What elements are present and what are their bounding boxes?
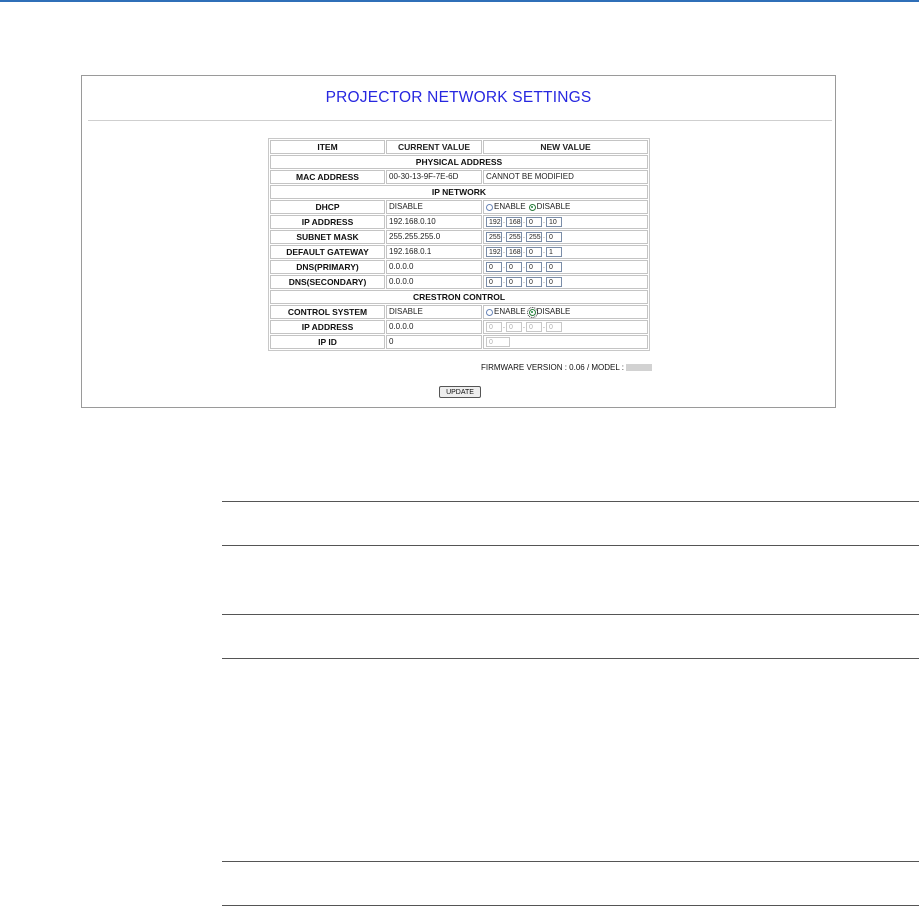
dns-secondary-octet-3[interactable]: 0: [526, 277, 542, 287]
divider-line-4: [222, 658, 919, 659]
section-crestron-control: CRESTRON CONTROL: [270, 290, 648, 304]
dhcp-label: DHCP: [270, 200, 385, 214]
model-name-redacted: [626, 364, 652, 371]
default-gateway-label: DEFAULT GATEWAY: [270, 245, 385, 259]
ip-address-label: IP ADDRESS: [270, 215, 385, 229]
row-dns-primary: [270, 260, 648, 274]
dns-primary-octet-1[interactable]: 0: [486, 262, 502, 272]
page-title: PROJECTOR NETWORK SETTINGS: [325, 89, 592, 106]
row-dns-secondary: [270, 275, 648, 289]
dns-primary-new: 0 . 0 . 0 . 0: [483, 260, 648, 274]
section-physical-address: PHYSICAL ADDRESS: [270, 155, 648, 169]
ip-address-current: 192.168.0.10: [386, 215, 482, 229]
row-default-gateway: [270, 245, 648, 259]
crestron-ip-octet-1[interactable]: 0: [486, 322, 502, 332]
control-system-disable-radio[interactable]: [529, 309, 536, 316]
crestron-ip-address-new: 0 . 0 . 0 . 0: [483, 320, 648, 334]
dns-secondary-octet-4[interactable]: 0: [546, 277, 562, 287]
mac-address-current: 00-30-13-9F-7E-6D: [386, 170, 482, 184]
ip-id-input[interactable]: 0: [486, 337, 510, 347]
section-ip-network: IP NETWORK: [270, 185, 648, 199]
header-new-value: NEW VALUE: [483, 140, 648, 154]
crestron-ip-octet-4[interactable]: 0: [546, 322, 562, 332]
dhcp-disable-radio[interactable]: [529, 204, 536, 211]
divider-line-3: [222, 614, 919, 615]
row-control-system: [270, 305, 648, 319]
row-crestron-ip-address: [270, 320, 648, 334]
row-ip-address: [270, 215, 648, 229]
control-system-enable-label: ENABLE: [494, 307, 526, 317]
ip-address-new: 192 . 168 . 0 . 10: [483, 215, 648, 229]
gateway-octet-1[interactable]: 192: [486, 247, 502, 257]
gateway-octet-2[interactable]: 168: [506, 247, 522, 257]
subnet-mask-octet-4[interactable]: 0: [546, 232, 562, 242]
dns-secondary-current: 0.0.0.0: [386, 275, 482, 289]
subnet-mask-new: 255 . 255 . 255 . 0: [483, 230, 648, 244]
network-settings-panel: [81, 75, 836, 408]
title-divider: [88, 120, 832, 121]
row-ip-id: [270, 335, 648, 349]
subnet-mask-current: 255.255.255.0: [386, 230, 482, 244]
firmware-version: [268, 363, 652, 372]
subnet-mask-octet-2[interactable]: 255: [506, 232, 522, 242]
divider-line-5: [222, 861, 919, 862]
ip-address-octet-2[interactable]: 168: [506, 217, 522, 227]
dns-primary-octet-4[interactable]: 0: [546, 262, 562, 272]
subnet-mask-label: SUBNET MASK: [270, 230, 385, 244]
crestron-ip-octet-2[interactable]: 0: [506, 322, 522, 332]
row-mac-address: [270, 170, 648, 184]
default-gateway-current: 192.168.0.1: [386, 245, 482, 259]
dns-secondary-octet-1[interactable]: 0: [486, 277, 502, 287]
dns-primary-current: 0.0.0.0: [386, 260, 482, 274]
firmware-version-text: FIRMWARE VERSION : 0.06 / MODEL :: [481, 363, 624, 372]
settings-table: [268, 138, 650, 351]
update-button[interactable]: UPDATE: [439, 386, 481, 398]
dhcp-enable-label: ENABLE: [494, 202, 526, 211]
dhcp-new: [483, 200, 648, 214]
ip-address-octet-4[interactable]: 10: [546, 217, 562, 227]
gateway-octet-4[interactable]: 1: [546, 247, 562, 257]
dhcp-current: DISABLE: [386, 200, 482, 214]
gateway-octet-3[interactable]: 0: [526, 247, 542, 257]
section-row-physical: [270, 155, 648, 169]
dns-secondary-new: 0 . 0 . 0 . 0: [483, 275, 648, 289]
control-system-disable-label: DISABLE: [536, 307, 571, 317]
dns-primary-octet-3[interactable]: 0: [526, 262, 542, 272]
divider-line-2: [222, 545, 919, 546]
dns-primary-octet-2[interactable]: 0: [506, 262, 522, 272]
dhcp-disable-label: DISABLE: [536, 202, 571, 211]
subnet-mask-octet-3[interactable]: 255: [526, 232, 542, 242]
header-item: ITEM: [270, 140, 385, 154]
top-accent-line: [0, 0, 919, 2]
mac-address-new: CANNOT BE MODIFIED: [483, 170, 648, 184]
ip-address-octet-3[interactable]: 0: [526, 217, 542, 227]
ip-id-label: IP ID: [270, 335, 385, 349]
mac-address-label: MAC ADDRESS: [270, 170, 385, 184]
divider-line-1: [222, 501, 919, 502]
crestron-ip-address-label: IP ADDRESS: [270, 320, 385, 334]
dns-primary-label: DNS(PRIMARY): [270, 260, 385, 274]
dns-secondary-label: DNS(SECONDARY): [270, 275, 385, 289]
control-system-enable-radio[interactable]: [486, 309, 493, 316]
control-system-new: [483, 305, 648, 319]
dhcp-enable-radio[interactable]: [486, 204, 493, 211]
control-system-label: CONTROL SYSTEM: [270, 305, 385, 319]
dns-secondary-octet-2[interactable]: 0: [506, 277, 522, 287]
ip-id-current: 0: [386, 335, 482, 349]
ip-id-new: [483, 335, 648, 349]
default-gateway-new: 192 . 168 . 0 . 1: [483, 245, 648, 259]
crestron-ip-octet-3[interactable]: 0: [526, 322, 542, 332]
section-row-crestron: [270, 290, 648, 304]
crestron-ip-address-current: 0.0.0.0: [386, 320, 482, 334]
control-system-current: DISABLE: [386, 305, 482, 319]
ip-address-octet-1[interactable]: 192: [486, 217, 502, 227]
section-row-ip: [270, 185, 648, 199]
subnet-mask-octet-1[interactable]: 255: [486, 232, 502, 242]
row-dhcp: [270, 200, 648, 214]
header-current-value: CURRENT VALUE: [386, 140, 482, 154]
row-subnet-mask: [270, 230, 648, 244]
header-row: [270, 140, 648, 154]
